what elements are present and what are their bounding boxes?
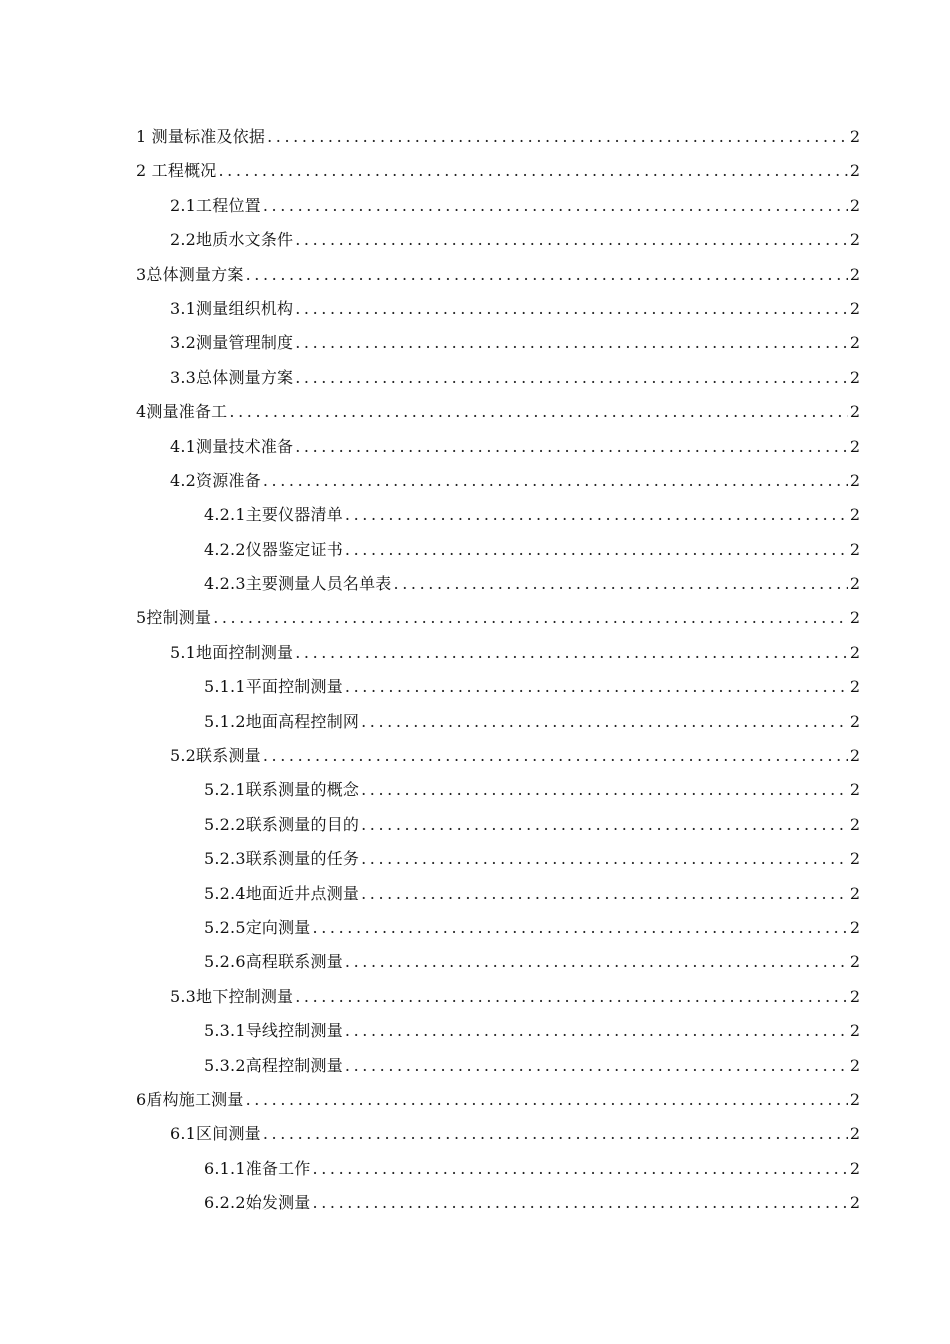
toc-entry-page-number: 2: [849, 470, 860, 490]
toc-entry-title: 3.2测量管理制度: [170, 333, 294, 353]
toc-entry-title: 5.1地面控制测量: [170, 642, 294, 662]
toc-entry-title: 2.2地质水文条件: [170, 230, 294, 250]
toc-dot-leader: [359, 842, 848, 876]
toc-entry-title: 5.1.1平面控制测量: [204, 677, 343, 697]
toc-entry-title: 2 工程概况: [136, 161, 217, 181]
toc-entry-page-number: 2: [849, 746, 860, 766]
toc-dot-leader: [293, 292, 848, 326]
toc-entry[interactable]: [136, 292, 860, 326]
toc-entry-page-number: 2: [849, 780, 860, 800]
toc-dot-leader: [343, 498, 848, 532]
toc-entry[interactable]: [136, 1117, 860, 1151]
toc-entry-title: 5.2.1联系测量的概念: [204, 780, 360, 800]
toc-entry[interactable]: [136, 636, 860, 670]
toc-entry-page-number: 2: [849, 505, 860, 525]
toc-dot-leader: [359, 705, 848, 739]
toc-entry-title: 5.2.2联系测量的目的: [204, 814, 360, 834]
toc-dot-leader: [359, 808, 848, 842]
toc-entry-page-number: 2: [849, 539, 860, 559]
toc-entry[interactable]: [136, 1083, 860, 1117]
toc-entry-page-number: 2: [849, 952, 860, 972]
toc-dot-leader: [311, 1186, 848, 1220]
toc-entry[interactable]: [136, 705, 860, 739]
toc-entry-title: 5.1.2地面高程控制网: [204, 711, 360, 731]
toc-entry-page-number: 2: [849, 677, 860, 697]
toc-dot-leader: [343, 533, 848, 567]
toc-entry[interactable]: [136, 154, 860, 188]
toc-entry-page-number: 2: [849, 1193, 860, 1213]
toc-entry-page-number: 2: [849, 917, 860, 937]
toc-dot-leader: [343, 945, 848, 979]
toc-entry-page-number: 2: [849, 1158, 860, 1178]
toc-entry-page-number: 2: [849, 298, 860, 318]
toc-entry-page-number: 2: [849, 264, 860, 284]
toc-entry[interactable]: [136, 120, 860, 154]
toc-entry[interactable]: [136, 533, 860, 567]
toc-entry[interactable]: [136, 464, 860, 498]
toc-entry-page-number: 2: [849, 574, 860, 594]
toc-entry-title: 5控制测量: [136, 608, 212, 628]
toc-dot-leader: [293, 636, 848, 670]
toc-dot-leader: [227, 395, 847, 429]
toc-dot-leader: [211, 601, 848, 635]
toc-entry[interactable]: [136, 430, 860, 464]
toc-dot-leader: [293, 223, 848, 257]
toc-entry-page-number: 2: [849, 814, 860, 834]
toc-dot-leader: [216, 154, 847, 188]
toc-entry[interactable]: [136, 1014, 860, 1048]
toc-dot-leader: [244, 258, 848, 292]
table-of-contents: [136, 120, 860, 1221]
toc-entry[interactable]: [136, 670, 860, 704]
toc-entry-page-number: 2: [849, 161, 860, 181]
toc-entry-title: 5.3地下控制测量: [170, 986, 294, 1006]
toc-dot-leader: [311, 911, 848, 945]
toc-entry-page-number: 2: [849, 1055, 860, 1075]
toc-entry[interactable]: [136, 980, 860, 1014]
toc-entry-page-number: 2: [849, 1124, 860, 1144]
toc-entry-page-number: 2: [849, 608, 860, 628]
toc-entry-page-number: 2: [849, 333, 860, 353]
toc-entry-page-number: 2: [849, 986, 860, 1006]
toc-entry-page-number: 2: [849, 883, 860, 903]
toc-entry-title: 2.1工程位置: [170, 195, 261, 215]
toc-entry-title: 4.2资源准备: [170, 470, 261, 490]
toc-entry-title: 5.3.1导线控制测量: [204, 1021, 343, 1041]
toc-entry[interactable]: [136, 1186, 860, 1220]
toc-entry-page-number: 2: [849, 127, 860, 146]
toc-entry-page-number: 2: [849, 849, 860, 869]
toc-entry-title: 5.2联系测量: [170, 746, 261, 766]
toc-entry-title: 4.2.3主要测量人员名单表: [204, 574, 392, 594]
toc-entry-title: 4.2.2仪器鉴定证书: [204, 539, 343, 559]
toc-entry-page-number: 2: [849, 230, 860, 250]
toc-entry[interactable]: [136, 1049, 860, 1083]
toc-entry[interactable]: [136, 1152, 860, 1186]
toc-entry[interactable]: [136, 223, 860, 257]
toc-entry-page-number: 2: [849, 642, 860, 662]
toc-entry[interactable]: [136, 567, 860, 601]
toc-dot-leader: [244, 1083, 848, 1117]
toc-entry-page-number: 2: [849, 711, 860, 731]
toc-entry-page-number: 2: [849, 436, 860, 456]
toc-entry[interactable]: [136, 361, 860, 395]
toc-entry-title: 3总体测量方案: [136, 264, 244, 284]
toc-entry-title: 5.2.3联系测量的任务: [204, 849, 360, 869]
toc-dot-leader: [392, 567, 848, 601]
toc-entry-page-number: 2: [849, 1089, 860, 1109]
toc-entry-page-number: 2: [849, 195, 860, 215]
toc-entry-title: 4.1测量技术准备: [170, 436, 294, 456]
toc-entry-title: 5.3.2高程控制测量: [204, 1055, 343, 1075]
toc-dot-leader: [311, 1152, 848, 1186]
toc-entry[interactable]: [136, 189, 860, 223]
toc-entry-page-number: 2: [849, 367, 860, 387]
toc-entry[interactable]: [136, 911, 860, 945]
toc-dot-leader: [261, 1117, 848, 1151]
toc-dot-leader: [359, 773, 848, 807]
toc-entry-title: 5.2.4地面近井点测量: [204, 883, 360, 903]
toc-dot-leader: [359, 877, 848, 911]
toc-dot-leader: [261, 464, 848, 498]
toc-entry-title: 6.1.1准备工作: [204, 1158, 311, 1178]
toc-entry[interactable]: [136, 945, 860, 979]
toc-entry-title: 6.1区间测量: [170, 1124, 261, 1144]
toc-entry-title: 4.2.1主要仪器清单: [204, 505, 343, 525]
toc-dot-leader: [343, 670, 848, 704]
toc-entry-title: 4测量准备工: [136, 402, 228, 422]
toc-dot-leader: [293, 980, 848, 1014]
toc-entry[interactable]: [136, 258, 860, 292]
toc-dot-leader: [343, 1014, 848, 1048]
toc-entry-title: 6.2.2始发测量: [204, 1193, 311, 1213]
toc-entry[interactable]: [136, 326, 860, 360]
toc-entry-title: 1 测量标准及依据: [136, 127, 266, 146]
toc-entry[interactable]: [136, 808, 860, 842]
toc-entry[interactable]: [136, 498, 860, 532]
toc-dot-leader: [293, 361, 848, 395]
toc-entry[interactable]: [136, 601, 860, 635]
toc-dot-leader: [265, 120, 848, 154]
toc-entry-title: 5.2.5定向测量: [204, 917, 311, 937]
toc-dot-leader: [261, 739, 848, 773]
toc-dot-leader: [261, 189, 848, 223]
toc-entry-page-number: 2: [849, 402, 860, 422]
toc-entry[interactable]: [136, 877, 860, 911]
toc-entry-title: 6盾构施工测量: [136, 1089, 244, 1109]
toc-entry[interactable]: [136, 773, 860, 807]
toc-entry-title: 3.1测量组织机构: [170, 298, 294, 318]
toc-dot-leader: [293, 430, 848, 464]
toc-entry-title: 3.3总体测量方案: [170, 367, 294, 387]
toc-dot-leader: [343, 1049, 848, 1083]
toc-entry[interactable]: [136, 395, 860, 429]
toc-entry-title: 5.2.6高程联系测量: [204, 952, 343, 972]
toc-entry[interactable]: [136, 739, 860, 773]
toc-entry[interactable]: [136, 842, 860, 876]
toc-entry-page-number: 2: [849, 1021, 860, 1041]
toc-dot-leader: [293, 326, 848, 360]
